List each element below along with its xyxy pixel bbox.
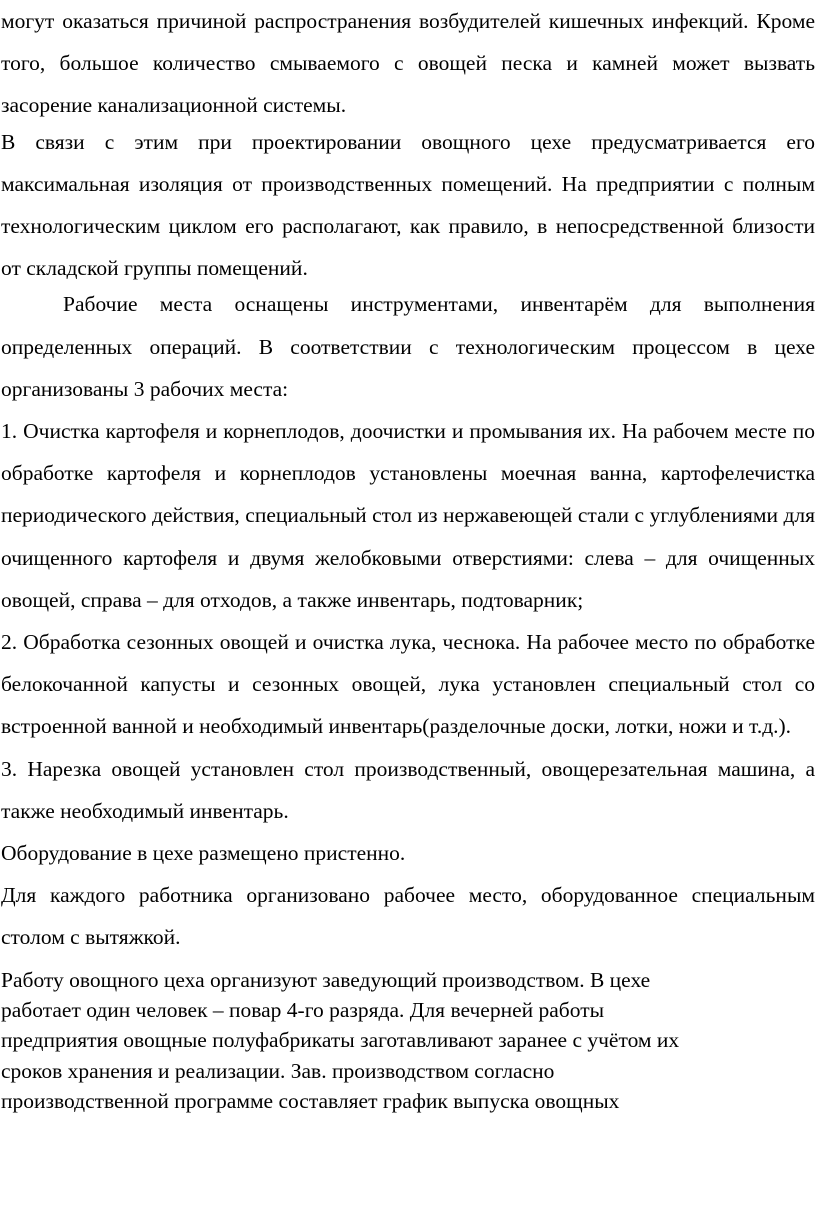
paragraph-organization-line: производственной программе составляет график выпуска овощных xyxy=(1,1089,620,1114)
list-item-seasonal-vegetables: 2. Обработка сезонных овощей и очистка лука, чеснока. На рабочее место по обработке белокочанной капусты и сезонных овощей, лука установлен специальный стол со встроенной ванной и необходимый инвентарь(разделочные доски, лотки, ножи и т.д.). xyxy=(1,630,815,739)
paragraph-worker-place: Для каждого работника организовано рабочее место, оборудованное специальным столом с вытяжкой. xyxy=(1,883,815,950)
paragraph-organization-line: предприятия овощные полуфабрикаты заготавливают заранее с учётом их xyxy=(1,1028,680,1053)
paragraph-isolation: В связи с этим при проектировании овощного цехе предусматривается его максимальная изоляция от производственных помещений. На предприятии с полным технологическим циклом его располагают, как правило, в непосредственной близости от складской группы помещений. xyxy=(1,129,815,281)
paragraph-organization-line: работает один человек – повар 4-го разряда. Для вечерней работы xyxy=(1,998,605,1023)
paragraph-organization-line: сроков хранения и реализации. Зав. производством согласно xyxy=(1,1058,555,1083)
paragraph-workplaces: Рабочие места оснащены инструментами, инвентарём для выполнения определенных операций. В соответствии с технологическим процессом в цехе организованы 3 рабочих места: xyxy=(1,292,815,401)
paragraph-infections: могут оказаться причиной распространения возбудителей кишечных инфекций. Кроме того, большое количество смываемого с овощей песка и камней может вызвать засорение канализационной системы. xyxy=(1,9,815,118)
list-item-potato-cleaning: 1. Очистка картофеля и корнеплодов, доочистки и промывания их. На рабочем месте по обработке картофеля и корнеплодов установлены моечная ванна, картофелечистка периодического действия, специальный стол из нержавеющей стали с углублениями для очищенного картофеля и двумя желобковыми отверстиями: слева – для очищенных овощей, справа – для отходов, а также инвентарь, подтоварник; xyxy=(1,419,815,612)
list-item-vegetable-cutting: 3. Нарезка овощей установлен стол производственный, овощерезательная машина, а также необходимый инвентарь. xyxy=(1,756,815,823)
paragraph-organization-line: Работу овощного цеха организуют заведующий производством. В цехе xyxy=(1,967,651,992)
paragraph-equipment: Оборудование в цехе размещено пристенно. xyxy=(1,841,406,866)
paragraph-organization xyxy=(1,965,781,1117)
